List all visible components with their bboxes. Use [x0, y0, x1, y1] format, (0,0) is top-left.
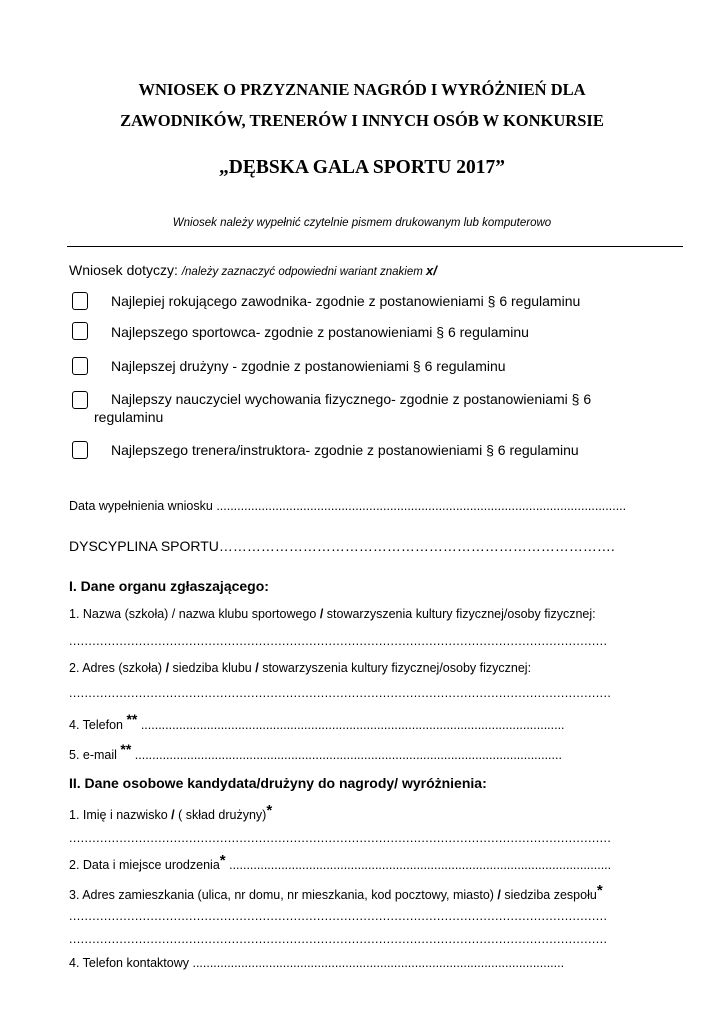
discipline-field[interactable]: …………………………………………………………………………. — [218, 538, 615, 554]
fill-date-label: Data wypełnienia wniosku — [69, 499, 217, 513]
residence-field-1[interactable]: ........................................................................................................................................... — [69, 909, 608, 923]
candidate-name-field[interactable]: ............................................................................................................................................ — [69, 831, 612, 845]
candidate-name-slash: / — [171, 808, 175, 822]
option-label-best-pe-teacher: Najlepszy nauczyciel wychowania fizycznego- zgodnie z postanowieniami § 6 — [111, 391, 592, 407]
org-email-field[interactable]: ........................................................................................................................... — [131, 748, 562, 762]
org-address-slash-1: / — [165, 661, 170, 675]
event-title: „DĘBSKA GALA SPORTU 2017” — [219, 157, 505, 178]
residence-star: * — [596, 882, 603, 899]
org-phone-star: ** — [126, 711, 138, 727]
org-name-label — [69, 607, 596, 621]
checkbox-best-pe-teacher[interactable] — [72, 391, 88, 409]
discipline-line — [69, 538, 615, 554]
section2-heading: II. Dane osobowe kandydata/drużyny do nagrody/ wyróżnienia: — [69, 775, 487, 791]
section1-heading: I. Dane organu zgłaszającego: — [69, 578, 269, 594]
discipline-label: DYSCYPLINA SPORTU — [69, 538, 219, 554]
org-address-label-c: stowarzyszenia kultury fizycznej/osoby fizycznej: — [258, 661, 532, 675]
org-name-field[interactable]: ........................................................................................................................................... — [69, 634, 608, 648]
org-address-label-b: siedziba klubu — [169, 661, 256, 675]
org-name-label-a: 1. Nazwa (szkoła) / nazwa klubu sportowego — [69, 607, 320, 621]
birth-star: * — [219, 852, 226, 869]
org-address-slash-2: / — [255, 661, 259, 675]
birth-line — [69, 852, 612, 873]
checkbox-promising-athlete[interactable] — [72, 292, 88, 310]
org-phone-field[interactable]: .......................................................................................................................... — [137, 718, 565, 732]
option-label-promising-athlete: Najlepiej rokującego zawodnika- zgodnie z postanowieniami § 6 regulaminu — [111, 293, 581, 309]
org-email-line — [69, 741, 562, 762]
regards-hint: /należy zaznaczyć odpowiedni wariant znakiem — [181, 266, 427, 278]
birth-label: 2. Data i miejsce urodzenia — [69, 858, 220, 872]
org-address-label — [69, 661, 531, 675]
residence-field-2[interactable]: ........................................................................................................................................... — [69, 932, 608, 946]
residence-label — [69, 882, 603, 903]
birth-field[interactable]: .............................................................................................................. — [225, 858, 612, 872]
residence-label-b: siedziba zespołu — [500, 888, 597, 902]
regards-mark: x/ — [426, 263, 437, 278]
form-title-line1: WNIOSEK O PRZYZNANIE NAGRÓD I WYRÓŻNIEŃ DLA — [138, 80, 586, 99]
option-label-best-team: Najlepszej drużyny - zgodnie z postanowieniami § 6 regulaminu — [111, 358, 506, 374]
org-address-label-a: 2. Adres (szkoła) — [69, 661, 166, 675]
option-label-best-coach: Najlepszego trenera/instruktora- zgodnie z postanowieniami § 6 regulaminu — [111, 442, 579, 458]
checkbox-best-athlete[interactable] — [72, 322, 88, 340]
residence-slash: / — [497, 888, 501, 902]
form-title-line2: ZAWODNIKÓW, TRENERÓW I INNYCH OSÓB W KONKURSIE — [120, 111, 604, 130]
candidate-name-star: * — [266, 802, 273, 819]
candidate-name-label-b: ( skład drużyny) — [174, 808, 267, 822]
checkbox-best-team[interactable] — [72, 357, 88, 375]
org-phone-line — [69, 711, 565, 732]
header-divider — [67, 246, 683, 247]
org-email-label: 5. e-mail — [69, 748, 121, 762]
org-address-field[interactable]: ............................................................................................................................................ — [69, 686, 612, 700]
regards-label: Wniosek dotyczy: — [69, 262, 182, 278]
candidate-name-label-a: 1. Imię i nazwisko — [69, 808, 172, 822]
fill-instruction: Wniosek należy wypełnić czytelnie pismem drukowanym lub komputerowo — [172, 217, 552, 229]
contact-phone-field[interactable]: ........................................................................................................... — [192, 956, 565, 970]
option-label-best-athlete: Najlepszego sportowca- zgodnie z postanowieniami § 6 regulaminu — [111, 324, 529, 340]
org-phone-label: 4. Telefon — [69, 718, 127, 732]
checkbox-best-coach[interactable] — [72, 441, 88, 459]
option-label-best-pe-teacher-cont: regulaminu — [94, 409, 164, 425]
contact-phone-label: 4. Telefon kontaktowy — [69, 956, 193, 970]
regards-line — [69, 262, 437, 278]
org-name-label-b: stowarzyszenia kultury fizycznej/osoby fizycznej: — [323, 607, 596, 621]
org-name-slash: / — [319, 607, 324, 621]
fill-date-field[interactable]: ...................................................................................................................... — [216, 499, 627, 513]
contact-phone-line — [69, 956, 564, 970]
org-email-star: ** — [120, 741, 132, 757]
residence-label-a: 3. Adres zamieszkania (ulica, nr domu, nr mieszkania, kod pocztowy, miasto) — [69, 888, 498, 902]
candidate-name-label — [69, 802, 273, 823]
fill-date-line — [69, 499, 626, 513]
